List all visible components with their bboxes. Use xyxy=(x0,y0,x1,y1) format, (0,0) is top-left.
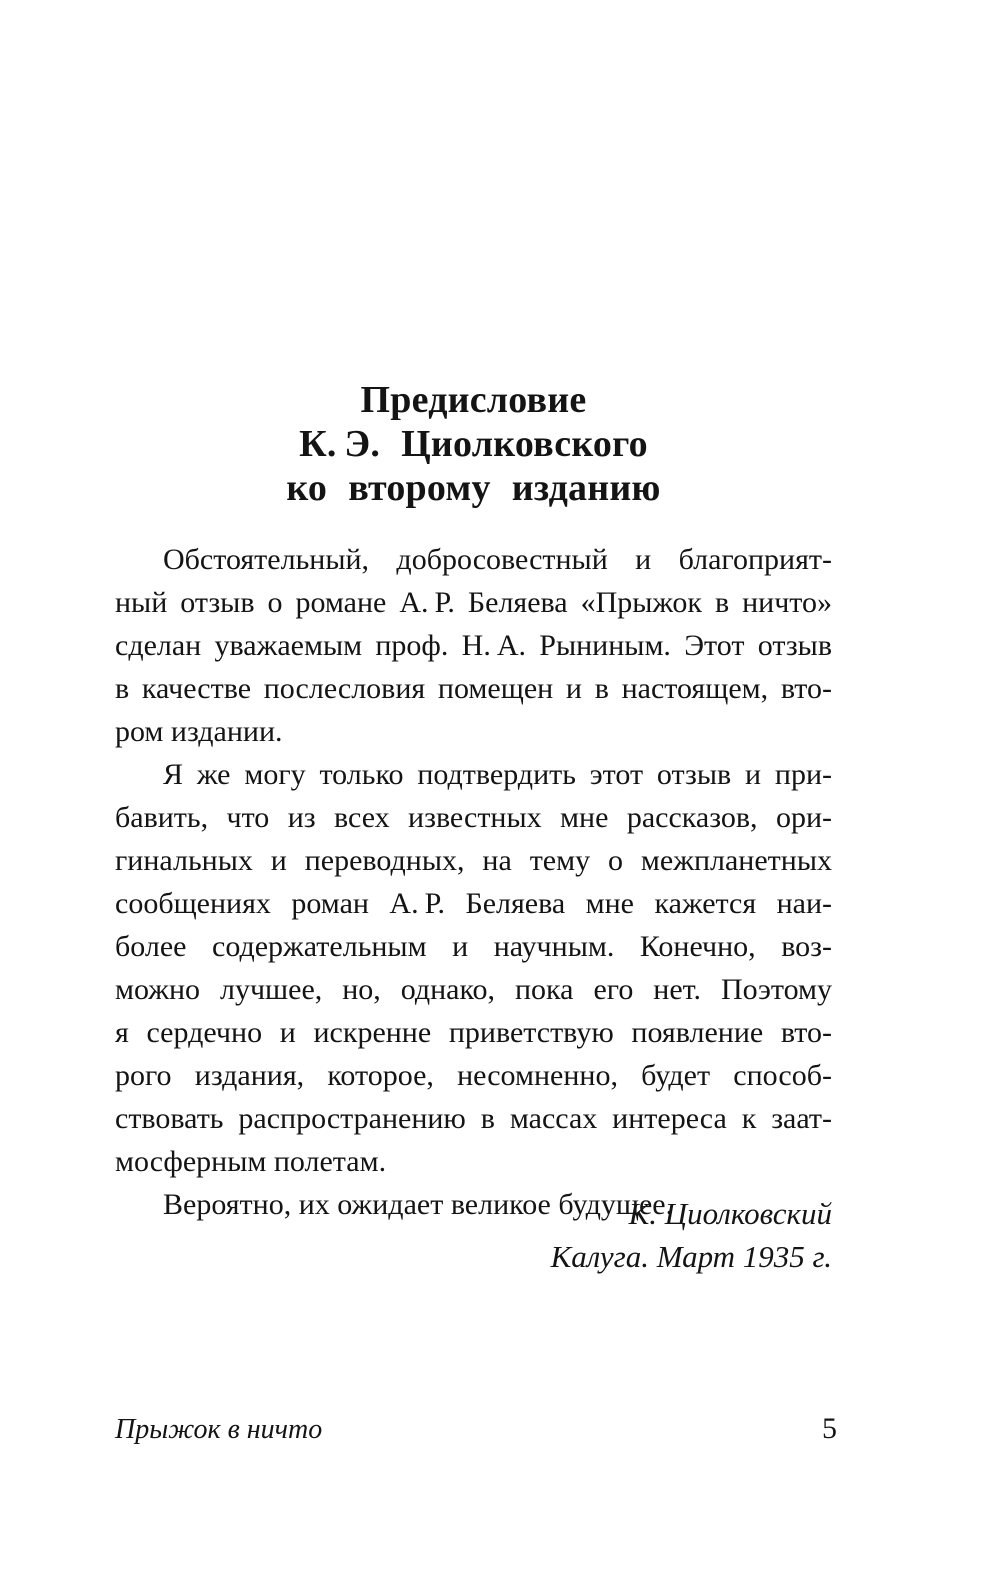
signature-author: К. Циолковский xyxy=(628,1196,832,1231)
text-line: ный отзыв о романе А. Р. Беляева «Прыжок в ничто» xyxy=(115,586,832,619)
chapter-title-line: Предисловие xyxy=(360,379,587,421)
chapter-title xyxy=(115,378,832,510)
text-line: мосферным полетам. xyxy=(115,1145,387,1178)
text-line: гинальных и переводных, на тему о межпланетных xyxy=(115,844,832,877)
text-line: я сердечно и искренне приветствую появление вто- xyxy=(115,1016,832,1049)
text-line: Обстоятельный, добросовестный и благоприят- xyxy=(163,543,832,576)
chapter-title-line: ко второму изданию xyxy=(286,467,661,509)
chapter-title-line: К. Э. Циолковского xyxy=(299,423,648,465)
page-number: 5 xyxy=(822,1412,837,1445)
text-line: можно лучшее, но, однако, пока его нет. Поэтому xyxy=(115,973,832,1006)
text-line: ствовать распространению в массах интереса к заат- xyxy=(115,1102,832,1135)
text-line: сообщениях роман А. Р. Беляева мне кажется наи- xyxy=(115,887,832,920)
signature-block xyxy=(115,1192,832,1278)
text-line: бавить, что из всех известных мне рассказов, ори- xyxy=(115,801,832,834)
preface-body xyxy=(115,538,832,1226)
text-line: Вероятно, их ожидает великое будущее. xyxy=(163,1188,674,1221)
running-book-title: Прыжок в ничто xyxy=(115,1414,323,1445)
text-line: рого издания, которое, несомненно, будет способ- xyxy=(115,1059,832,1092)
text-line: ром издании. xyxy=(115,715,283,748)
text-line: сделан уважаемым проф. Н. А. Рыниным. Этот отзыв xyxy=(115,629,832,662)
text-line: более содержательным и научным. Конечно, воз- xyxy=(115,930,832,963)
text-line: Я же могу только подтвердить этот отзыв и при- xyxy=(163,758,832,791)
signature-place-date: Калуга. Март 1935 г. xyxy=(550,1239,832,1274)
text-line: в качестве послесловия помещен и в настоящем, вто- xyxy=(115,672,832,705)
page-footer xyxy=(115,1410,837,1449)
